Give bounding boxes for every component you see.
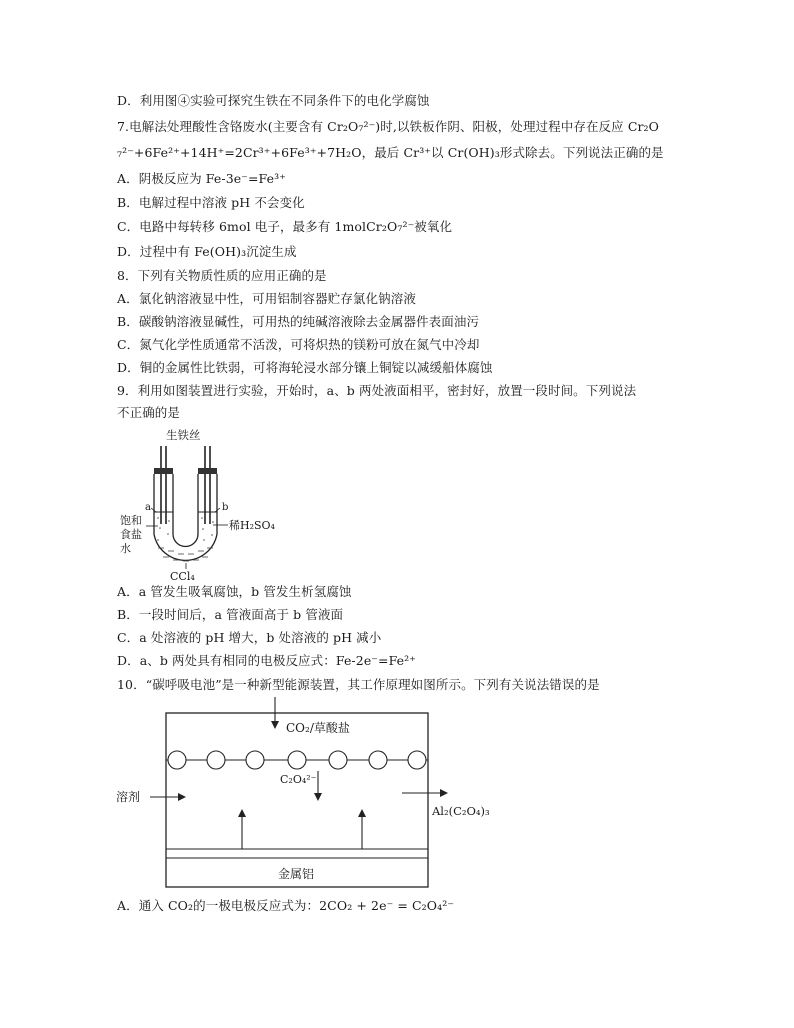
- q8-stem: 8．下列有关物质性质的应用正确的是: [117, 268, 327, 283]
- ion-label: C₂O₄²⁻: [280, 773, 317, 786]
- up-arrowhead-right: [358, 809, 366, 817]
- product-label: Al₂(C₂O₄)₃: [432, 804, 490, 818]
- u-tube-outer: [154, 474, 217, 560]
- left-label-1: 饱和: [120, 514, 142, 527]
- u-tube-top-label: 生铁丝: [166, 428, 201, 442]
- q9-option-c: C．a 处溶液的 pH 增大，b 处溶液的 pH 减小: [117, 630, 382, 645]
- q8-option-a: A．氯化钠溶液显中性，可用铝制容器贮存氯化钠溶液: [117, 291, 416, 306]
- ion-arrowhead: [314, 793, 322, 801]
- q10-option-a: A．通入 CO₂的一极电极反应式为：2CO₂ + 2e⁻ = C₂O₄²⁻: [117, 898, 455, 913]
- q10-stem: 10．“碳呼吸电池”是一种新型能源装置，其工作原理如图所示。下列有关说法错误的是: [117, 677, 600, 692]
- label-b: b: [222, 502, 229, 513]
- bottom-label: CCl₄: [170, 570, 195, 582]
- q9-stem-line-2: 不正确的是: [117, 405, 181, 420]
- left-label-2: 食盐: [120, 528, 142, 541]
- q6-option-d: D．利用图④实验可探究生铁在不同条件下的电化学腐蚀: [117, 93, 430, 108]
- right-label: 稀H₂SO₄: [229, 519, 275, 532]
- solvent-arrowhead: [178, 793, 186, 801]
- battery-box: [166, 713, 428, 887]
- electrode-particles: [168, 751, 426, 769]
- solvent-label: 溶剂: [116, 790, 141, 804]
- q7-stem-line-2: ₇²⁻+6Fe²⁺+14H⁺=2Cr³⁺+6Fe³⁺+7H₂O，最后 Cr³⁺以 Cr(OH)₃形式除去。下列说法正确的是: [117, 145, 664, 160]
- q7-option-a: A．阴极反应为 Fe-3e⁻=Fe³⁺: [117, 171, 286, 186]
- left-label-3: 水: [120, 542, 131, 555]
- u-tube-inner: [173, 474, 198, 547]
- q7-option-d: D．过程中有 Fe(OH)₃沉淀生成: [117, 244, 297, 259]
- q8-option-b: B．碳酸钠溶液显碱性，可用热的纯碱溶液除去金属器件表面油污: [117, 314, 480, 329]
- aluminum-label: 金属铝: [278, 867, 315, 881]
- product-arrowhead: [440, 789, 448, 797]
- up-arrowhead-left: [238, 809, 246, 817]
- co2-inlet-arrowhead: [271, 721, 279, 729]
- q9-stem-line-1: 9．利用如图装置进行实验，开始时，a、b 两处液面相平，密封好，放置一段时间。下列说法: [117, 383, 637, 398]
- left-stopper: [154, 468, 173, 474]
- q7-option-b: B．电解过程中溶液 pH 不会变化: [117, 195, 305, 210]
- co2-label: CO₂/草酸盐: [286, 721, 350, 735]
- right-stopper: [198, 468, 217, 474]
- q9-option-d: D．a、b 两处具有相同的电极反应式：Fe-2e⁻=Fe²⁺: [117, 653, 416, 668]
- q8-option-c: C．氮气化学性质通常不活泼，可将炽热的镁粉可放在氮气中冷却: [117, 337, 480, 352]
- u-tube-figure: [116, 426, 296, 582]
- q9-option-a: A．a 管发生吸氧腐蚀，b 管发生析氢腐蚀: [117, 584, 352, 599]
- q7-option-c: C．电路中每转移 6mol 电子，最多有 1molCr₂O₇²⁻被氧化: [117, 219, 453, 234]
- label-a: a: [145, 502, 151, 513]
- q9-option-b: B．一段时间后，a 管液面高于 b 管液面: [117, 607, 344, 622]
- q7-stem-line-1: 7.电解法处理酸性含铬废水(主要含有 Cr₂O₇²⁻)时,以铁板作阴、阳极，处理过程中存在反应 Cr₂O: [117, 119, 660, 134]
- battery-figure: [110, 697, 530, 893]
- q8-option-d: D．铜的金属性比铁弱，可将海轮浸水部分镶上铜锭以减缓船体腐蚀: [117, 360, 493, 375]
